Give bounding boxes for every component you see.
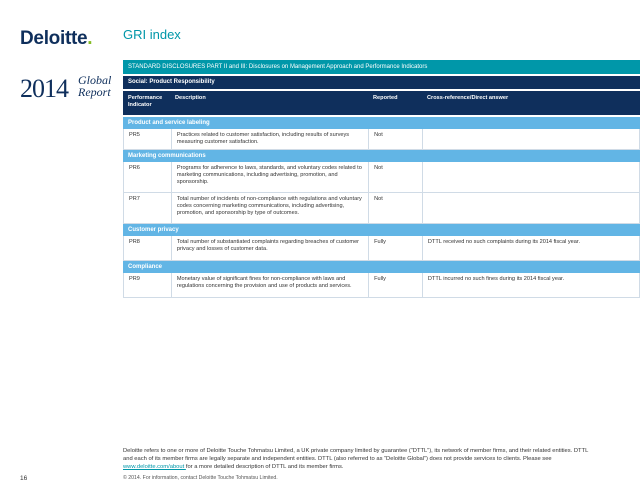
indicator-cell: PR5: [129, 132, 140, 138]
group-heading: Compliance: [123, 261, 640, 273]
table-banner: STANDARD DISCLOSURES PART II and III: Disclosures on Management Approach and Performance Indicators: [123, 60, 640, 74]
indicator-cell: PR7: [129, 196, 140, 202]
reported-cell: Fully: [368, 273, 422, 297]
reported-cell: Not: [368, 129, 422, 149]
page-title: GRI index: [123, 27, 181, 42]
table-row: [124, 129, 639, 150]
answer-cell: [422, 129, 639, 149]
answer-cell: [422, 193, 639, 223]
logo-wordmark: Deloitte: [20, 28, 88, 49]
logo-dot: .: [87, 28, 93, 49]
column-header-description: Description: [175, 95, 206, 101]
table-row: [124, 236, 639, 261]
footnote-text: Deloitte refers to one or more of Deloitte Touche Tohmatsu Limited, a UK private company limited by guarantee (“DTTL”), its network of member firms, and their related entities. DTTL and each of its member firms are legally separate and independent entities. DTTL (also referred to as “Deloitte Global”) does not provide services to clients. Please see: [123, 448, 589, 462]
report-year: 2014: [20, 74, 68, 103]
report-word-report: Report: [78, 85, 111, 99]
copyright-notice: © 2014. For information, contact Deloitte Touche Tohmatsu Limited.: [123, 475, 278, 481]
table-row: [124, 193, 639, 224]
answer-cell: [422, 162, 639, 192]
description-cell: Monetary value of significant fines for non-compliance with laws and regulations concerning the provision and use of products and services.: [171, 273, 368, 297]
table-header: [123, 91, 640, 115]
reported-cell: Not: [368, 162, 422, 192]
indicator-cell: PR9: [129, 276, 140, 282]
description-cell: Programs for adherence to laws, standards, and voluntary codes related to marketing communications, including advertising, promotion, and sponsorship.: [171, 162, 368, 192]
description-cell: Total number of substantiated complaints regarding breaches of customer privacy and losses of customer data.: [171, 236, 368, 260]
about-link[interactable]: www.deloitte.com/about: [123, 464, 186, 470]
table-section: Social: Product Responsibility: [123, 76, 640, 89]
table-row: [124, 273, 639, 298]
group-heading: Customer privacy: [123, 224, 640, 236]
table-row: [124, 162, 639, 193]
indicator-cell: PR6: [129, 165, 140, 171]
reported-cell: Not: [368, 193, 422, 223]
group-heading: Product and service labeling: [123, 117, 640, 129]
page-number: 16: [20, 475, 28, 482]
column-header-indicator: Performance Indicator: [128, 95, 163, 108]
deloitte-logo: [20, 28, 92, 50]
legal-footnote: [123, 447, 593, 471]
group-heading: Marketing communications: [123, 150, 640, 162]
report-word-global: Global: [78, 73, 112, 87]
footnote-text-end: for a more detailed description of DTTL and its member firms.: [185, 464, 344, 470]
description-cell: Practices related to customer satisfaction, including results of surveys measuring customer satisfaction.: [171, 129, 368, 149]
gri-table: [123, 60, 640, 298]
answer-cell: DTTL incurred no such fines during its 2014 fiscal year.: [422, 273, 639, 297]
column-header-answer: Cross-reference/Direct answer: [427, 95, 509, 101]
description-cell: Total number of incidents of non-compliance with regulations and voluntary codes concerning marketing communications, including advertising, promotion, and sponsorship by type of outcomes.: [171, 193, 368, 223]
answer-cell: DTTL received no such complaints during its 2014 fiscal year.: [422, 236, 639, 260]
reported-cell: Fully: [368, 236, 422, 260]
column-header-reported: Reported: [373, 95, 398, 101]
indicator-cell: PR8: [129, 239, 140, 245]
